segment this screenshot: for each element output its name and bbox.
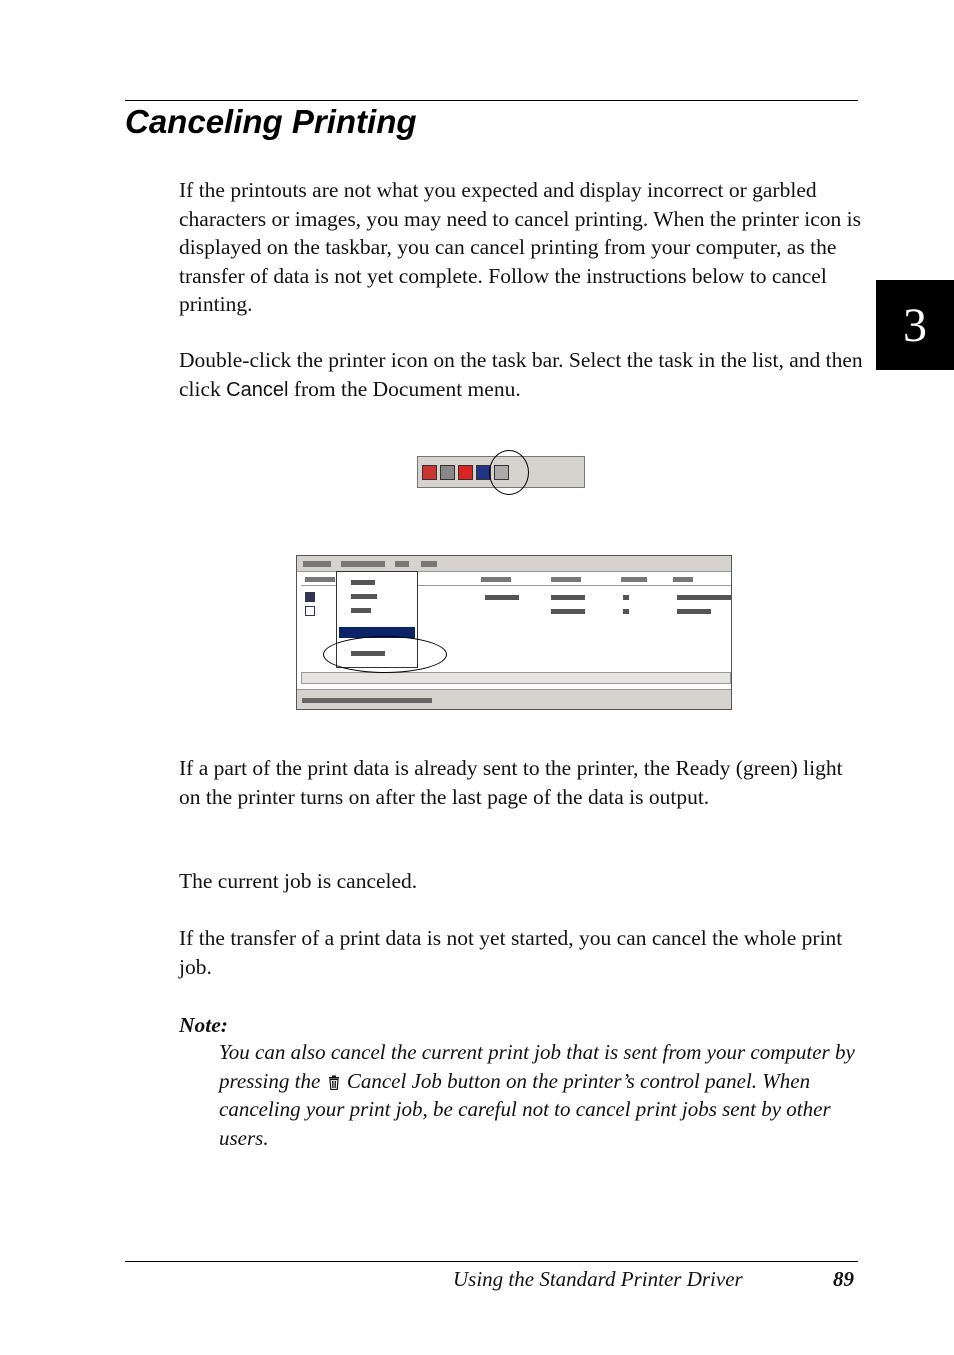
footer-title: Using the Standard Printer Driver	[453, 1267, 743, 1291]
step-text-before: Double-click the printer icon on the task bar. Select the task in the list, and then click	[179, 348, 863, 401]
intro-paragraph: If the printouts are not what you expected and display incorrect or garbled characters or images, you may need to cancel printing. When the printer icon is displayed on the taskbar, you can cancel printing from your computer, as the transfer of data is not yet complete. Follow the instructions below to cancel printing.	[179, 178, 861, 317]
note-label: Note:	[179, 1013, 228, 1037]
chapter-tab: 3	[876, 280, 954, 370]
bottom-rule	[125, 1261, 858, 1262]
note-text-after: Cancel Job button on the printer’s control panel. When canceling your print job, be careful not to cancel print jobs sent by other users.	[219, 1068, 831, 1150]
page-number: 89	[833, 1267, 854, 1291]
network-icon	[422, 465, 437, 480]
trash-icon	[328, 1069, 340, 1084]
monitor-icon	[458, 465, 473, 480]
cancel-callout	[323, 636, 447, 673]
printer-icon-callout	[489, 450, 529, 495]
step-text-after: from the Document menu.	[288, 376, 521, 401]
partial-paragraph: If a part of the print data is already sent to the printer, the Ready (green) light on the printer turns on after the last page of the data is output.	[179, 756, 843, 809]
print-queue-screenshot	[296, 555, 732, 710]
canceled-paragraph: The current job is canceled.	[179, 869, 418, 893]
note-text	[219, 1038, 859, 1152]
queue-menubar	[297, 556, 731, 572]
note-text-before: You can also cancel the current print job that is sent from your computer by pressing the	[219, 1040, 855, 1093]
document-icon	[305, 592, 315, 602]
not-started-paragraph: If the transfer of a print data is not yet started, you can cancel the whole print job.	[179, 926, 843, 979]
queue-scrollbar	[301, 672, 731, 684]
document-icon	[305, 606, 315, 616]
cancel-term: Cancel	[226, 378, 289, 401]
section-title: Canceling Printing	[125, 103, 417, 140]
speaker-icon	[440, 465, 455, 480]
queue-statusbar	[297, 689, 731, 710]
step-paragraph	[179, 346, 869, 404]
